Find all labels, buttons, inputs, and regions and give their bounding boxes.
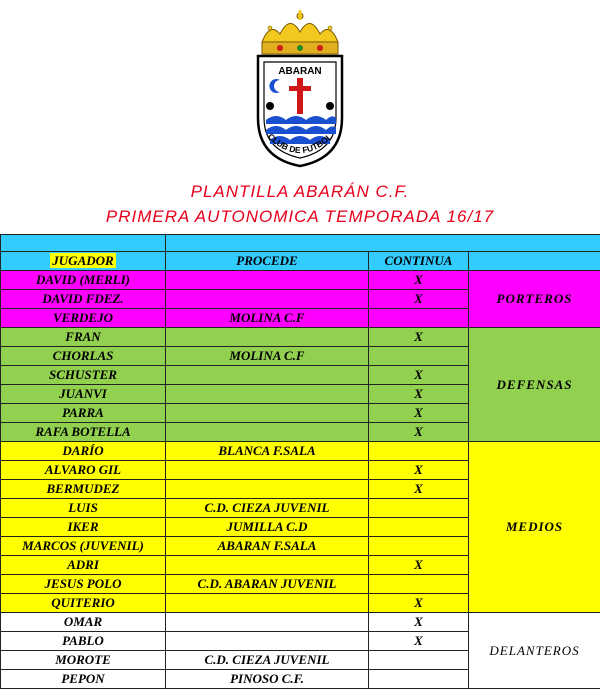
cell-procede <box>166 461 369 480</box>
cell-procede <box>166 594 369 613</box>
cell-procede <box>166 423 369 442</box>
cell-jugador: VERDEJO <box>1 309 166 328</box>
cell-continua <box>369 670 469 689</box>
table-row <box>1 613 600 632</box>
cell-continua: X <box>369 613 469 632</box>
cell-procede: C.D. CIEZA JUVENIL <box>166 499 369 518</box>
cell-jugador: MOROTE <box>1 651 166 670</box>
cell-procede: PINOSO C.F. <box>166 670 369 689</box>
cell-continua: X <box>369 423 469 442</box>
cell-procede <box>166 385 369 404</box>
cell-procede <box>166 632 369 651</box>
table-row <box>1 328 600 347</box>
cell-jugador: JUANVI <box>1 385 166 404</box>
header-procede: PROCEDE <box>166 252 369 271</box>
cell-jugador: QUITERIO <box>1 594 166 613</box>
table-row <box>1 271 600 290</box>
cell-continua <box>369 309 469 328</box>
cell-jugador: CHORLAS <box>1 347 166 366</box>
cell-procede: JUMILLA C.D <box>166 518 369 537</box>
spacer-row <box>1 235 600 252</box>
cell-continua: X <box>369 632 469 651</box>
cell-jugador: LUIS <box>1 499 166 518</box>
cell-jugador: DAVID FDEZ. <box>1 290 166 309</box>
cell-continua: X <box>369 404 469 423</box>
cell-continua: X <box>369 271 469 290</box>
cell-continua: X <box>369 385 469 404</box>
cell-procede <box>166 556 369 575</box>
cell-jugador: MARCOS (JUVENIL) <box>1 537 166 556</box>
cell-continua <box>369 537 469 556</box>
spacer-cell <box>1 235 166 252</box>
position-label: DELANTEROS <box>469 613 600 689</box>
cell-continua: X <box>369 556 469 575</box>
header-jugador: JUGADOR <box>1 252 166 271</box>
cell-procede <box>166 271 369 290</box>
cell-jugador: PEPON <box>1 670 166 689</box>
crown-icon <box>262 10 338 54</box>
cell-jugador: ADRI <box>1 556 166 575</box>
cell-procede: C.D. CIEZA JUVENIL <box>166 651 369 670</box>
cell-continua <box>369 518 469 537</box>
page-subtitle: PRIMERA AUTONOMICA TEMPORADA 16/17 <box>105 207 495 226</box>
header-position <box>469 252 600 271</box>
cell-continua <box>369 499 469 518</box>
position-label: DEFENSAS <box>469 328 600 442</box>
cell-procede: MOLINA C.F <box>166 347 369 366</box>
position-label: MEDIOS <box>469 442 600 613</box>
club-crest <box>240 8 360 168</box>
spacer-cell <box>166 235 600 252</box>
cell-continua: X <box>369 328 469 347</box>
crest-ribbon: CLUB DE FUTBOL <box>265 131 335 156</box>
cell-continua <box>369 651 469 670</box>
cell-continua <box>369 347 469 366</box>
cell-jugador: JESUS POLO <box>1 575 166 594</box>
cell-procede: MOLINA C.F <box>166 309 369 328</box>
cell-procede <box>166 290 369 309</box>
cell-continua: X <box>369 461 469 480</box>
header-row <box>1 252 600 271</box>
roster-table <box>0 234 600 689</box>
cell-procede: C.D. ABARAN JUVENIL <box>166 575 369 594</box>
cell-jugador: PARRA <box>1 404 166 423</box>
cell-procede <box>166 613 369 632</box>
cell-procede <box>166 328 369 347</box>
cell-jugador: PABLO <box>1 632 166 651</box>
cell-jugador: RAFA BOTELLA <box>1 423 166 442</box>
cell-jugador: DARÍO <box>1 442 166 461</box>
cell-continua: X <box>369 366 469 385</box>
cell-jugador: FRAN <box>1 328 166 347</box>
cell-jugador: OMAR <box>1 613 166 632</box>
cell-continua: X <box>369 594 469 613</box>
cell-procede <box>166 366 369 385</box>
cell-jugador: SCHUSTER <box>1 366 166 385</box>
header-continua: CONTINUA <box>369 252 469 271</box>
cell-procede: ABARAN F.SALA <box>166 537 369 556</box>
cell-procede: BLANCA F.SALA <box>166 442 369 461</box>
page-title: PLANTILLA ABARÁN C.F. <box>190 182 410 201</box>
cell-jugador: IKER <box>1 518 166 537</box>
position-label: PORTEROS <box>469 271 600 328</box>
cell-continua <box>369 442 469 461</box>
cell-continua <box>369 575 469 594</box>
cell-continua: X <box>369 290 469 309</box>
table-row <box>1 442 600 461</box>
cell-jugador: ALVARO GIL <box>1 461 166 480</box>
cell-procede <box>166 404 369 423</box>
cell-jugador: BERMUDEZ <box>1 480 166 499</box>
cell-procede <box>166 480 369 499</box>
crest-name: ABARAN <box>278 66 322 77</box>
cell-continua: X <box>369 480 469 499</box>
cell-jugador: DAVID (MERLI) <box>1 271 166 290</box>
